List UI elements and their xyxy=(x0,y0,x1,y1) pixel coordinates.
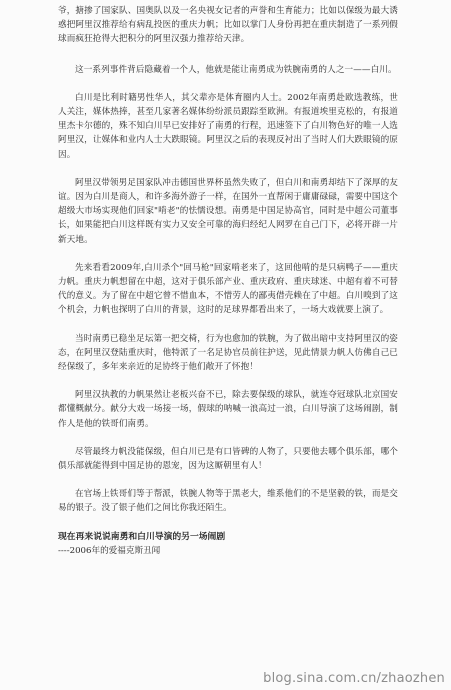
paragraph-7: 阿里汉执教的力帆果然让老板兴奋不已，除去要保级的球队，就连夺冠球队北京国安都懂概献分。献分大戏一场接一场，假球的呐喊一浪高过一浪，白川导演了这场闹剧，制作人是他的铁哥们南勇。 xyxy=(58,390,398,429)
paragraph-5: 先来看看2009年,白川杀个"回马枪"回家啃老来了，这回他啃的是只病鸭子——重庆力帆。重庆力帆想留在中超，这对于俱乐部产业、重庆政府、重庆球迷、中超有着不可替代的意义。为了留在中超它曾不惜血本，不惜劳人的鄙夷借壳赖在了中超。白川嗅到了这个机会，力帆也探明了白川的背景，这时的足球界都看出来了，一场大戏就要上演了。 xyxy=(58,262,398,316)
paragraph-6: 当时南勇已稳坐足坛第一把交椅，行为也愈加的铁腕，为了做出暗中支持阿里汉的姿态，在阿里汉登陆重庆时，他特派了一名足协官员前往护送，见此情景力帆人仿佛自己已经保级了，多年来亲近的足协终于他们敞开了怀抱！ xyxy=(58,333,398,373)
paragraph-4: 阿里汉带领男足国家队冲击德国世界杯虽然失败了，但白川和南勇却结下了深厚的友谊。因为白川是商人，和许多海外游子一样，在国外一直帮闲于庸庸碌碌，需要中国这个超级大市场实现他们回家"啃老"的怯懦设想。南勇是中国足协高官，同时是中超公司董事长，如果能把白川这样既有实力又安全可靠的海归经纪人网罗在自己门下，必将开辟一片新天地。 xyxy=(58,177,398,245)
paragraph-3: 白川是比利时籍男性华人，其父辈亦是体育圈内人士。2002年南勇赴欧选教练，世人关注，媒体热捧，甚至几家著名媒体纷纷派员跟踪至欧洲。有报道埃里克松的，有报道里杰卡尔德的，殊不知白川早已安排好了南勇的行程，迅速签下了白川物色好的唯一人选阿里汉，让媒体和业内人士大跌眼镜。阿里汉之后的表现反衬出了当时人们大跌眼镜的原因。 xyxy=(58,92,398,160)
paragraph-1: 爷，搪掺了国家队、国奥队以及一名央视女记者的声誉和生育能力；比如以保级为最大诱惑把阿里汉推荐给有病乱投医的重庆力帆；比如以掌门人身份再把在重庆制造了一系列假球而疯狂抢得大把积分的阿里汉强力推荐给天津。 xyxy=(58,6,398,45)
paragraph-2: 这一系列事件背后隐藏着一个人，他就是能让南勇成为铁腕南勇的人之一——白川。 xyxy=(75,64,397,75)
article-body xyxy=(58,4,398,558)
section-subheading: ----2006年的爱福克斯丑闻 xyxy=(58,545,161,556)
paragraph-8: 尽管最终力帆没能保级，但白川已是有口皆碑的人物了，只要他去哪个俱乐部，哪个俱乐部就能得到中国足协的恩宠，因为这厮朝里有人！ xyxy=(58,446,398,472)
blog-watermark: blog.sina.com.cn/zhaozhen xyxy=(263,671,445,686)
section-heading: 现在再来说说南勇和白川导演的另一场闹剧 xyxy=(58,531,226,542)
paragraph-9: 在官场上铁哥们等于帮派，铁腕人物等于黑老大，维系他们的不是坚毅的铁，而是交易的银子。没了银子他们之间比你我还陌生。 xyxy=(58,489,398,514)
